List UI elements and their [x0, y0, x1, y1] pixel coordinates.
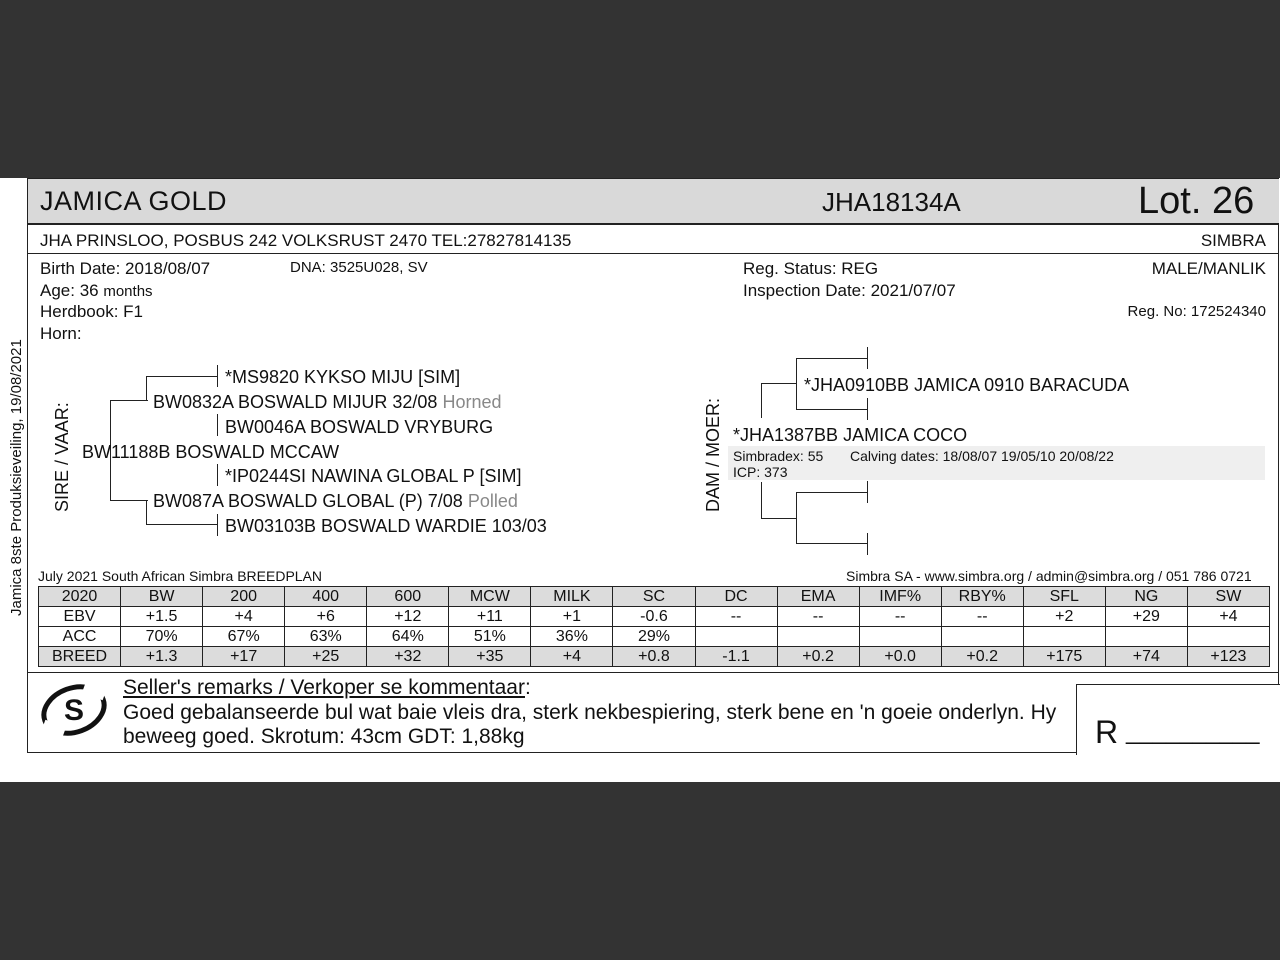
paternal-grandsire: *MS9820 KYKSO MIJU [SIM]: [225, 367, 461, 387]
breedplan-cell: IMF%: [859, 587, 941, 607]
dam-dam-bracket-top: [796, 492, 868, 493]
breedplan-cell: 36%: [531, 627, 613, 647]
owner-line: JHA PRINSLOO, POSBUS 242 VOLKSRUST 2470 TEL:27827814135: [40, 231, 572, 250]
breedplan-cell: MILK: [531, 587, 613, 607]
breedplan-cell: [777, 627, 859, 647]
breedplan-row-acc: [39, 627, 1270, 647]
breedplan-cell: EMA: [777, 587, 859, 607]
breedplan-header-row: [39, 587, 1270, 607]
breedplan-cell: +1: [531, 607, 613, 627]
breedplan-cell: --: [941, 607, 1023, 627]
calving-dates: Calving dates: 18/08/07 19/05/10 20/08/22: [850, 448, 1114, 464]
breedplan-cell: 2020: [39, 587, 121, 607]
breedplan-cell: [1187, 627, 1269, 647]
breedplan-contact: Simbra SA - www.simbra.org / admin@simbra.org / 051 786 0721: [846, 568, 1252, 584]
dam-sire: *JHA0910BB JAMICA 0910 BARACUDA: [804, 375, 1130, 395]
breedplan-cell: 29%: [613, 627, 695, 647]
simbradex: Simbradex: 55: [733, 448, 824, 464]
breedplan-cell: +175: [1023, 647, 1105, 667]
breedplan-cell: 63%: [285, 627, 367, 647]
breedplan-cell: 400: [285, 587, 367, 607]
dam-tick-4: [867, 533, 868, 555]
sire-name: BW11188B BOSWALD MCCAW: [82, 442, 340, 462]
sire-bracket-bottom: [110, 500, 148, 501]
breedplan-cell: ACC: [39, 627, 121, 647]
breedplan-cell: +6: [285, 607, 367, 627]
dam-sire-bracket-top: [796, 358, 868, 359]
breedplan-cell: --: [777, 607, 859, 627]
side-caption: Jamica 8ste Produksieveiling, 19/08/2021: [8, 339, 25, 616]
remarks-divider: [28, 672, 1279, 673]
lot-number: Lot. 26: [1138, 180, 1255, 222]
remarks-heading: Seller's remarks / Verkoper se kommentaar: [123, 676, 525, 699]
age-value: Age: 36: [40, 281, 99, 300]
breedplan-cell: +12: [367, 607, 449, 627]
dam-dam-bracket: [796, 492, 797, 544]
breedplan-cell: +1.5: [121, 607, 203, 627]
paternal-bracket-top: [146, 376, 218, 377]
breedplan-cell: -0.6: [613, 607, 695, 627]
breedplan-cell: +17: [203, 647, 285, 667]
breedplan-cell: -1.1: [695, 647, 777, 667]
breedplan-cell: 600: [367, 587, 449, 607]
paternal-bracket: [146, 376, 147, 401]
sire-label: SIRE / VAAR:: [52, 402, 72, 512]
breedplan-cell: +0.0: [859, 647, 941, 667]
maternal-grandsire: *IP0244SI NAWINA GLOBAL P [SIM]: [225, 466, 522, 486]
paternal-tick-top: [217, 365, 218, 387]
breedplan-cell: +4: [203, 607, 285, 627]
age: [40, 281, 153, 301]
breedplan-cell: [1105, 627, 1187, 647]
breedplan-cell: +35: [449, 647, 531, 667]
breedplan-cell: +11: [449, 607, 531, 627]
breedplan-cell: DC: [695, 587, 777, 607]
logo-letter: S: [63, 694, 85, 727]
maternal-tick-bottom: [217, 514, 218, 536]
breedplan-cell: +4: [1187, 607, 1269, 627]
breedplan-row-breed: [39, 647, 1270, 667]
breedplan-cell: BW: [121, 587, 203, 607]
dna: DNA: 3525U028, SV: [290, 259, 428, 276]
breedplan-cell: EBV: [39, 607, 121, 627]
breedplan-cell: +0.8: [613, 647, 695, 667]
breedplan-cell: 67%: [203, 627, 285, 647]
breedplan-cell: +74: [1105, 647, 1187, 667]
breedplan-cell: SFL: [1023, 587, 1105, 607]
breedplan-cell: SC: [613, 587, 695, 607]
dam-tick-1: [867, 347, 868, 369]
inspection-date: Inspection Date: 2021/07/07: [743, 281, 956, 300]
dam-bracket-top-arm: [761, 383, 797, 384]
animal-id: JHA18134A: [822, 187, 961, 217]
dam-dam-bracket-bottom: [796, 543, 868, 544]
breedplan-cell: +4: [531, 647, 613, 667]
herdbook: Herdbook: F1: [40, 302, 143, 321]
remarks-line-2: beweeg goed. Skrotum: 43cm GDT: 1,88kg: [123, 725, 525, 748]
maternal-tick-top: [217, 464, 218, 486]
breedplan-cell: [941, 627, 1023, 647]
paternal-parent: [153, 392, 502, 413]
dam-bracket-bottom-arm: [761, 518, 797, 519]
breedplan-cell: +29: [1105, 607, 1187, 627]
owner-divider: [28, 253, 1279, 254]
breedplan-cell: +1.3: [121, 647, 203, 667]
remarks-heading-line: [123, 676, 531, 700]
breedplan-cell: [1023, 627, 1105, 647]
breedplan-cell: 200: [203, 587, 285, 607]
sire-bracket-top: [110, 400, 148, 401]
horn: Horn:: [40, 324, 82, 343]
maternal-bracket: [146, 500, 147, 525]
maternal-parent-name: BW087A BOSWALD GLOBAL (P) 7/08: [153, 491, 463, 511]
breedplan-cell: NG: [1105, 587, 1187, 607]
birth-date: Birth Date: 2018/08/07: [40, 259, 211, 278]
maternal-granddam: BW03103B BOSWALD WARDIE 103/03: [225, 516, 547, 536]
simbra-logo-icon: [40, 681, 108, 739]
remarks-colon: :: [524, 676, 531, 699]
dam-sire-bracket-bottom: [796, 409, 868, 410]
maternal-parent: [153, 491, 518, 512]
age-unit: months: [103, 283, 153, 300]
breedplan-cell: SW: [1187, 587, 1269, 607]
dam-tick-3: [867, 481, 868, 503]
breedplan-cell: 70%: [121, 627, 203, 647]
breedplan-cell: RBY%: [941, 587, 1023, 607]
breedplan-row-ebv: [39, 607, 1270, 627]
breedplan-cell: +25: [285, 647, 367, 667]
paternal-granddam: BW0046A BOSWALD VRYBURG: [225, 417, 494, 437]
breedplan-cell: +0.2: [941, 647, 1023, 667]
breedplan-cell: [859, 627, 941, 647]
breedplan-cell: +2: [1023, 607, 1105, 627]
dam-bracket-top: [761, 383, 762, 418]
dam-label: DAM / MOER:: [703, 397, 723, 512]
breedplan-cell: 64%: [367, 627, 449, 647]
breedplan-cell: +123: [1187, 647, 1269, 667]
breedplan-cell: BREED: [39, 647, 121, 667]
maternal-bracket-bottom: [146, 524, 218, 525]
breed-label: SIMBRA: [1200, 231, 1266, 250]
polled-tag: Polled: [467, 491, 518, 511]
breedplan-cell: +32: [367, 647, 449, 667]
remarks-line-1: Goed gebalanseerde bul wat baie vleis dra, sterk nekbespiering, sterk bene en 'n goeie onderlyn. Hy: [123, 701, 1057, 724]
paternal-parent-name: BW0832A BOSWALD MIJUR 32/08: [153, 392, 438, 412]
breedplan-cell: --: [859, 607, 941, 627]
dam-sire-bracket: [796, 358, 797, 410]
animal-name: JAMICA GOLD: [40, 186, 228, 216]
breedplan-cell: +0.2: [777, 647, 859, 667]
breedplan-cell: --: [695, 607, 777, 627]
dam-bracket-bottom: [761, 482, 762, 519]
price-label: R: [1095, 714, 1119, 750]
breedplan-cell: 51%: [449, 627, 531, 647]
reg-status: Reg. Status: REG: [743, 259, 879, 278]
reg-no: Reg. No: 172524340: [1127, 303, 1266, 320]
sex: MALE/MANLIK: [1151, 259, 1266, 278]
breedplan-cell: [695, 627, 777, 647]
dam-name: *JHA1387BB JAMICA COCO: [733, 425, 968, 445]
paternal-tick-bottom: [217, 414, 218, 436]
breedplan-title: July 2021 South African Simbra BREEDPLAN: [38, 568, 323, 584]
breedplan-table: [38, 586, 1270, 667]
icp: ICP: 373: [733, 464, 788, 480]
price-blank[interactable]: __________: [1126, 718, 1260, 745]
horned-tag: Horned: [442, 392, 502, 412]
breedplan-cell: MCW: [449, 587, 531, 607]
dam-tick-2: [867, 398, 868, 420]
